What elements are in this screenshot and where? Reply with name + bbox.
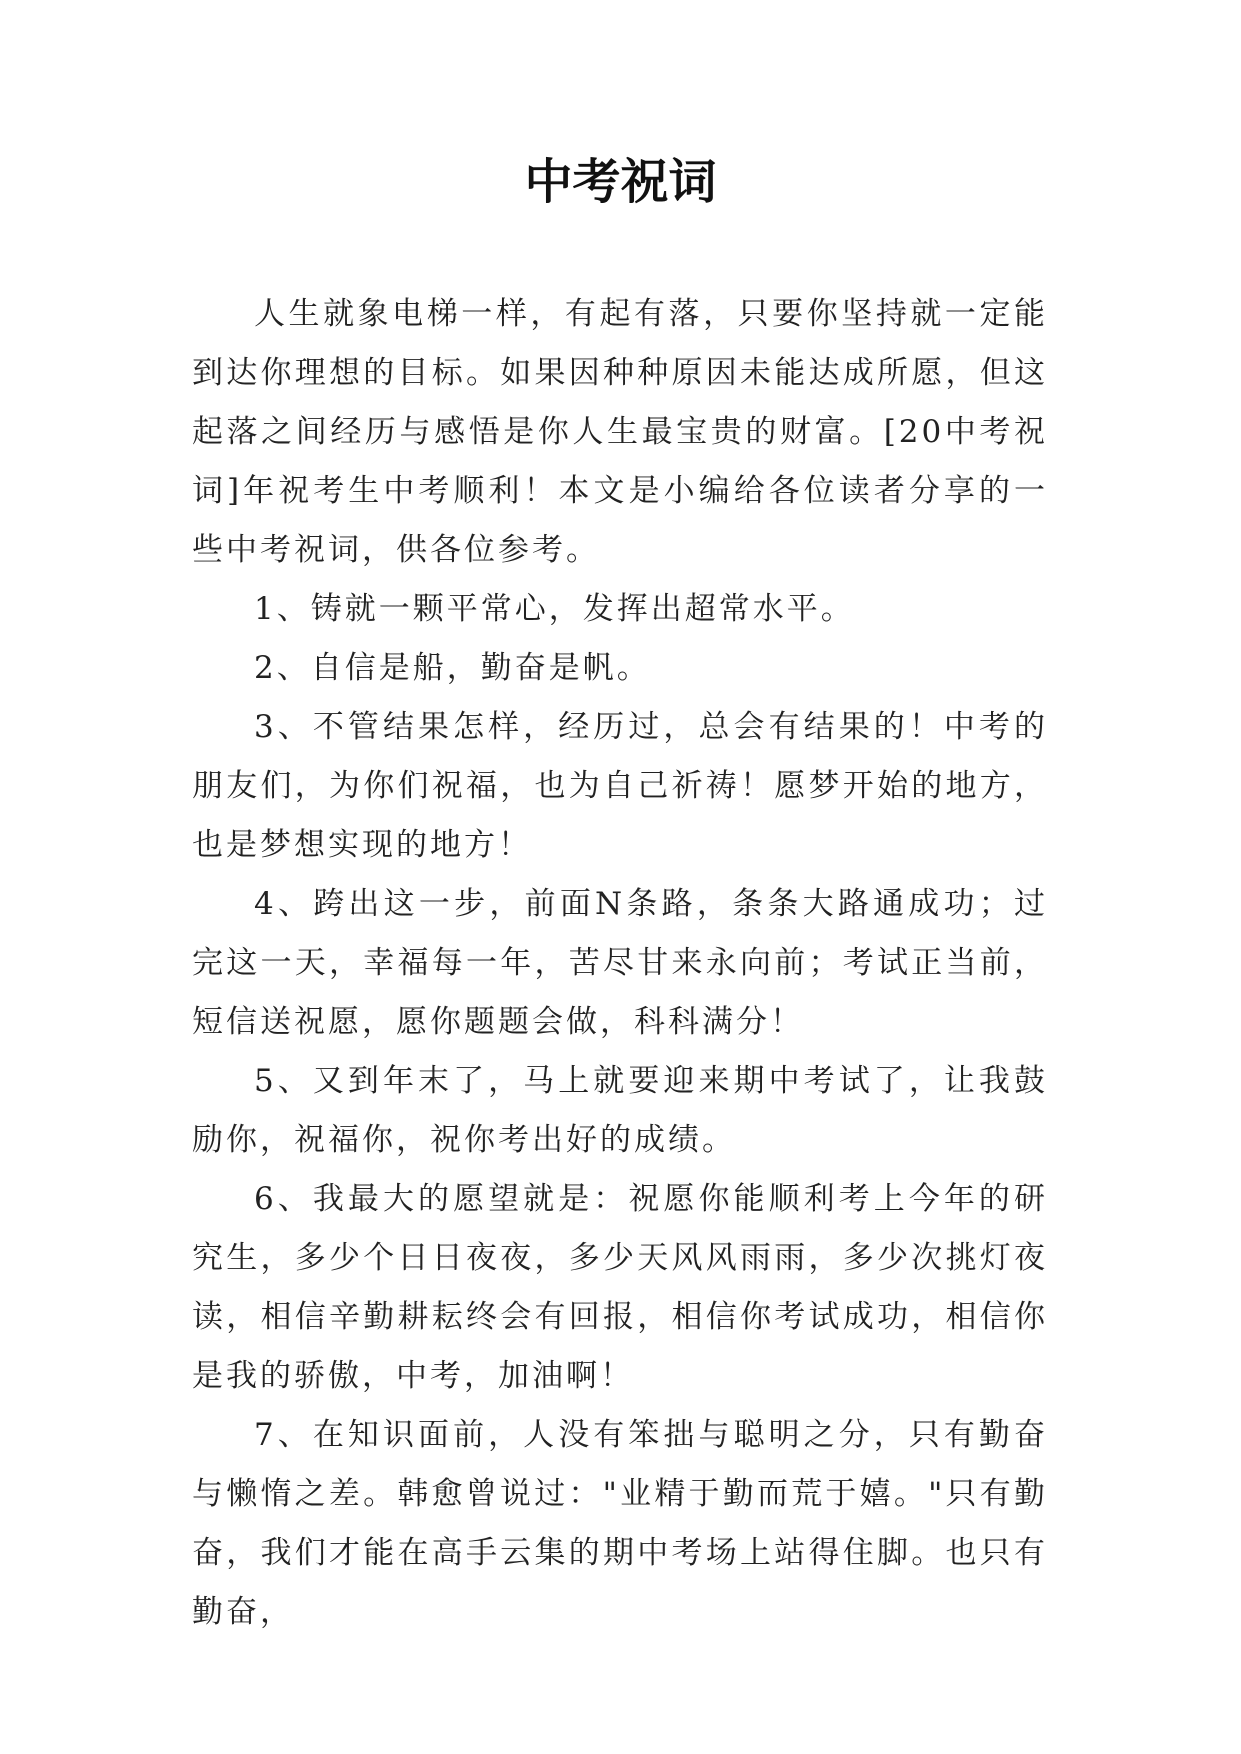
paragraph-item-2: 2、自信是船，勤奋是帆。 xyxy=(254,650,651,686)
paragraph-item-6: 6、我最大的愿望就是：祝愿你能顺利考上今年的研究生，多少个日日夜夜，多少天风风雨雨，多少次挑灯夜读，相信辛勤耕耘终会有回报，相信你考试成功，相信你是我的骄傲，中考，加油啊！ xyxy=(192,1181,1048,1394)
paragraph-item-3: 3、不管结果怎样，经历过，总会有结果的！中考的朋友们，为你们祝福，也为自己祈祷！愿梦开始的地方，也是梦想实现的地方！ xyxy=(192,709,1048,863)
paragraph-item-7: 7、在知识面前，人没有笨拙与聪明之分，只有勤奋与懒惰之差。韩愈曾说过："业精于勤而荒于嬉。"只有勤奋，我们才能在高手云集的期中考场上站得住脚。也只有勤奋， xyxy=(192,1417,1048,1630)
document-body xyxy=(192,285,1048,1642)
document-title: 中考祝词 xyxy=(524,154,717,210)
paragraph-intro: 人生就象电梯一样，有起有落，只要你坚持就一定能到达你理想的目标。如果因种种原因未能达成所愿，但这起落之间经历与感悟是你人生最宝贵的财富。[20中考祝词]年祝考生中考顺利！本文是小编给各位读者分享的一些中考祝词，供各位参考。 xyxy=(192,296,1048,568)
paragraph-item-5: 5、又到年末了，马上就要迎来期中考试了，让我鼓励你，祝福你，祝你考出好的成绩。 xyxy=(192,1063,1048,1158)
paragraph-item-1: 1、铸就一颗平常心，发挥出超常水平。 xyxy=(254,591,855,627)
paragraph-item-4: 4、跨出这一步，前面N条路，条条大路通成功；过完这一天，幸福每一年，苦尽甘来永向前；考试正当前，短信送祝愿，愿你题题会做，科科满分！ xyxy=(192,886,1048,1040)
